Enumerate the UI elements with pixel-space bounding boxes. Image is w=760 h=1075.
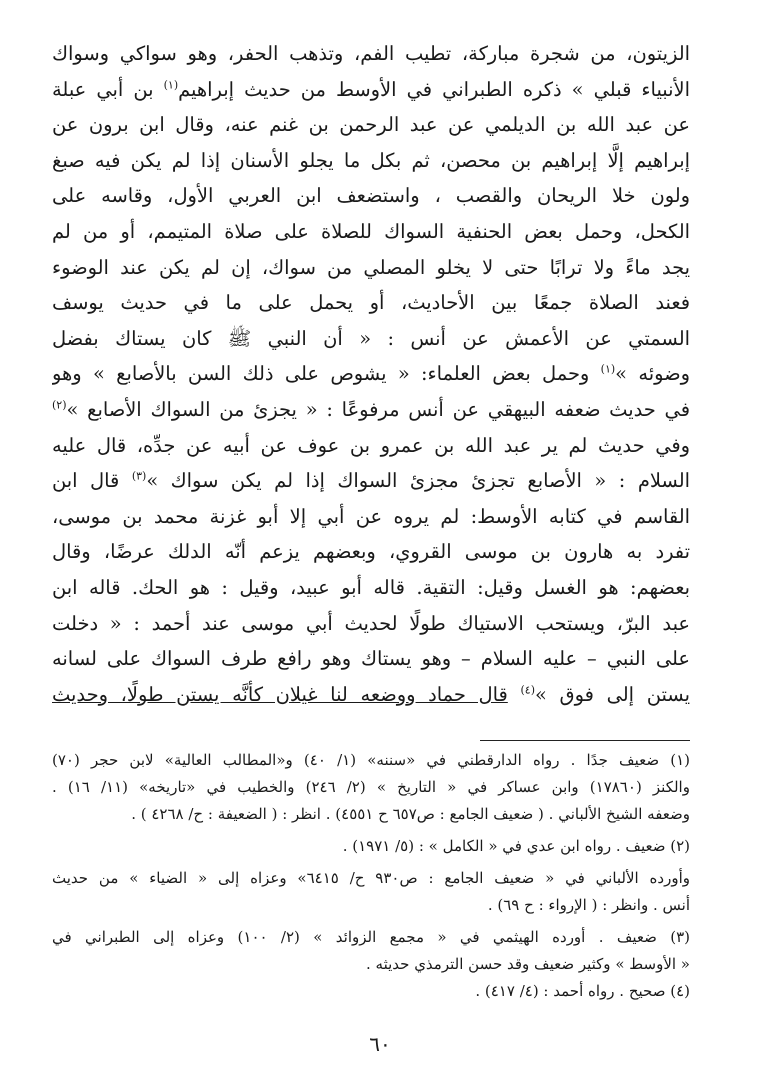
text-line: يجد ماءً ولا ترابًا حتى لا يخلو المصلي من سواك، إن لم يكن عند الوضوء [52,255,690,279]
text-line: وفي حديث لم ير عبد الله بن عمرو بن عوف عن أبيه عن جدِّه، قال عليه [52,433,690,457]
footnote-line: (١) ضعيف جدًا . رواه الدارقطني في «سننه» (١/ ٤٠) و«المطالب العالية» لابن حجر (٧٠) [52,751,690,770]
text-line: فعند الصلاة جمعًا بين الأحاديث، أو يحمل على ما في حديث يوسف [52,291,690,315]
text-line [52,392,690,428]
text-line: على النبي – عليه السلام – وهو يستاك وهو رافع طرف السواك على لسانه [52,647,690,671]
text-segment: وضوئه » [615,362,690,386]
text-line: القاسم في كتابه الأوسط: لم يروه عن أبي إلا أبو غزنة محمد بن موسى، [52,504,690,528]
text-line [52,356,690,392]
text-segment: السلام : « الأصابع تجزئ مجزئ السواك إذا لم يكن سواك » [146,469,690,493]
footnote-ref[interactable]: (٤) [520,683,536,697]
text-line: الكحل، وحمل بعض الحنفية السواك للصلاة على صلاة المتيمم، أو من لم [52,219,690,243]
footnote-line: والكنز (١٧٨٦٠) وابن عساكر في « التاريخ » (٢/ ٢٤٦) والخطيب في «تاريخه» (١١/ ١٦) . [52,778,690,797]
footnote-ref[interactable]: (١) [600,362,616,376]
text-segment: بن أبي عبلة [52,77,154,101]
text-segment: وحمل بعض العلماء: « يشوص على ذلك السن بالأصابع » وهو [52,362,590,386]
footnote-ref[interactable]: (٢) [52,398,67,412]
footnote-line: وأورده الألباني في « ضعيف الجامع : ص٩٣٠ ح/ ٦٤١٥» وعزاه إلى « الضياء » من حديث [52,869,690,888]
text-segment: يستن إلى فوق » [535,682,690,706]
footnote-line: « الأوسط » وكثير ضعيف وقد حسن الترمذي حديثه . [366,955,690,974]
text-segment: الأنبياء قبلي » ذكره الطبراني في الأوسط من حديث إبراهيم [178,77,690,101]
text-line: تفرد به هارون بن موسى القروي، وبعضهم يزعم أنّه الدلك عرضًا، وقال [52,540,690,564]
footnote-line: وضعفه الشيخ الألباني . ( ضعيف الجامع : ص٦٥٧ ح ٤٥٥١) . انظر : ( الضعيفة : ح/ ٤٢٦٨ ) . [131,805,690,824]
footnote-line: (٣) ضعيف . أورده الهيثمي في « مجمع الزوائد » (٢/ ١٠٠) وعزاه إلى الطبراني في [52,928,690,947]
text-line: الزيتون، من شجرة مباركة، تطيب الفم، وتذهب الحفر، وهو سواكي وسواك [52,42,690,65]
footnote-line: (٤) صحيح . رواه أحمد : (٤/ ٤١٧) . [475,982,690,1001]
text-line: بعضهم: هو الغسل وقيل: التقية. قاله أبو عبيد، وقيل : هو الحك. قاله ابن [52,575,690,599]
main-text [52,36,690,712]
footnote-separator [480,740,690,741]
text-line: عن عبد الله بن الديلمي عن عبد الرحمن بن غنم عنه، وقال ابن برون عن [52,113,690,137]
text-line [52,463,690,499]
text-line: عبد البرّ، ويستحب الاستياك طولًا لحديث أبي موسى عند أحمد : « دخلت [52,611,690,635]
footnotes [52,747,690,1005]
text-segment: في حديث ضعفه البيهقي عن أنس مرفوعًا : « يجزئ من السواك الأصابع » [66,397,690,421]
text-line: إبراهيم إلَّا إبراهيم بن محصن، ثم بكل ما يجلو الأسنان إذا لم يكن فيه صبغ [52,148,690,172]
text-segment: قال حماد ووضعه لنا غيلان كأنَّه يستن طولًا، وحديث [52,682,508,706]
text-segment: قال ابن [52,469,120,493]
text-line: السمتي عن الأعمش عن أنس : « أن النبي ﷺ كان يستاك بفضل [52,326,690,350]
text-line [52,677,690,713]
footnote-line: أنس . وانظر : ( الإرواء : ح ٦٩) . [487,896,690,915]
text-line [52,72,690,108]
page-number: ٦٠ [369,1032,391,1056]
footnote-ref[interactable]: (١) [163,78,179,92]
footnote-ref[interactable]: (٣) [131,469,147,483]
footnote-line: (٢) ضعيف . رواه ابن عدي في « الكامل » : (٥/ ١٩٧١) . [342,837,690,856]
text-line: ولون خلا الريحان والقصب ، واستضعف ابن العربي الأول، وقاسه على [52,184,690,208]
